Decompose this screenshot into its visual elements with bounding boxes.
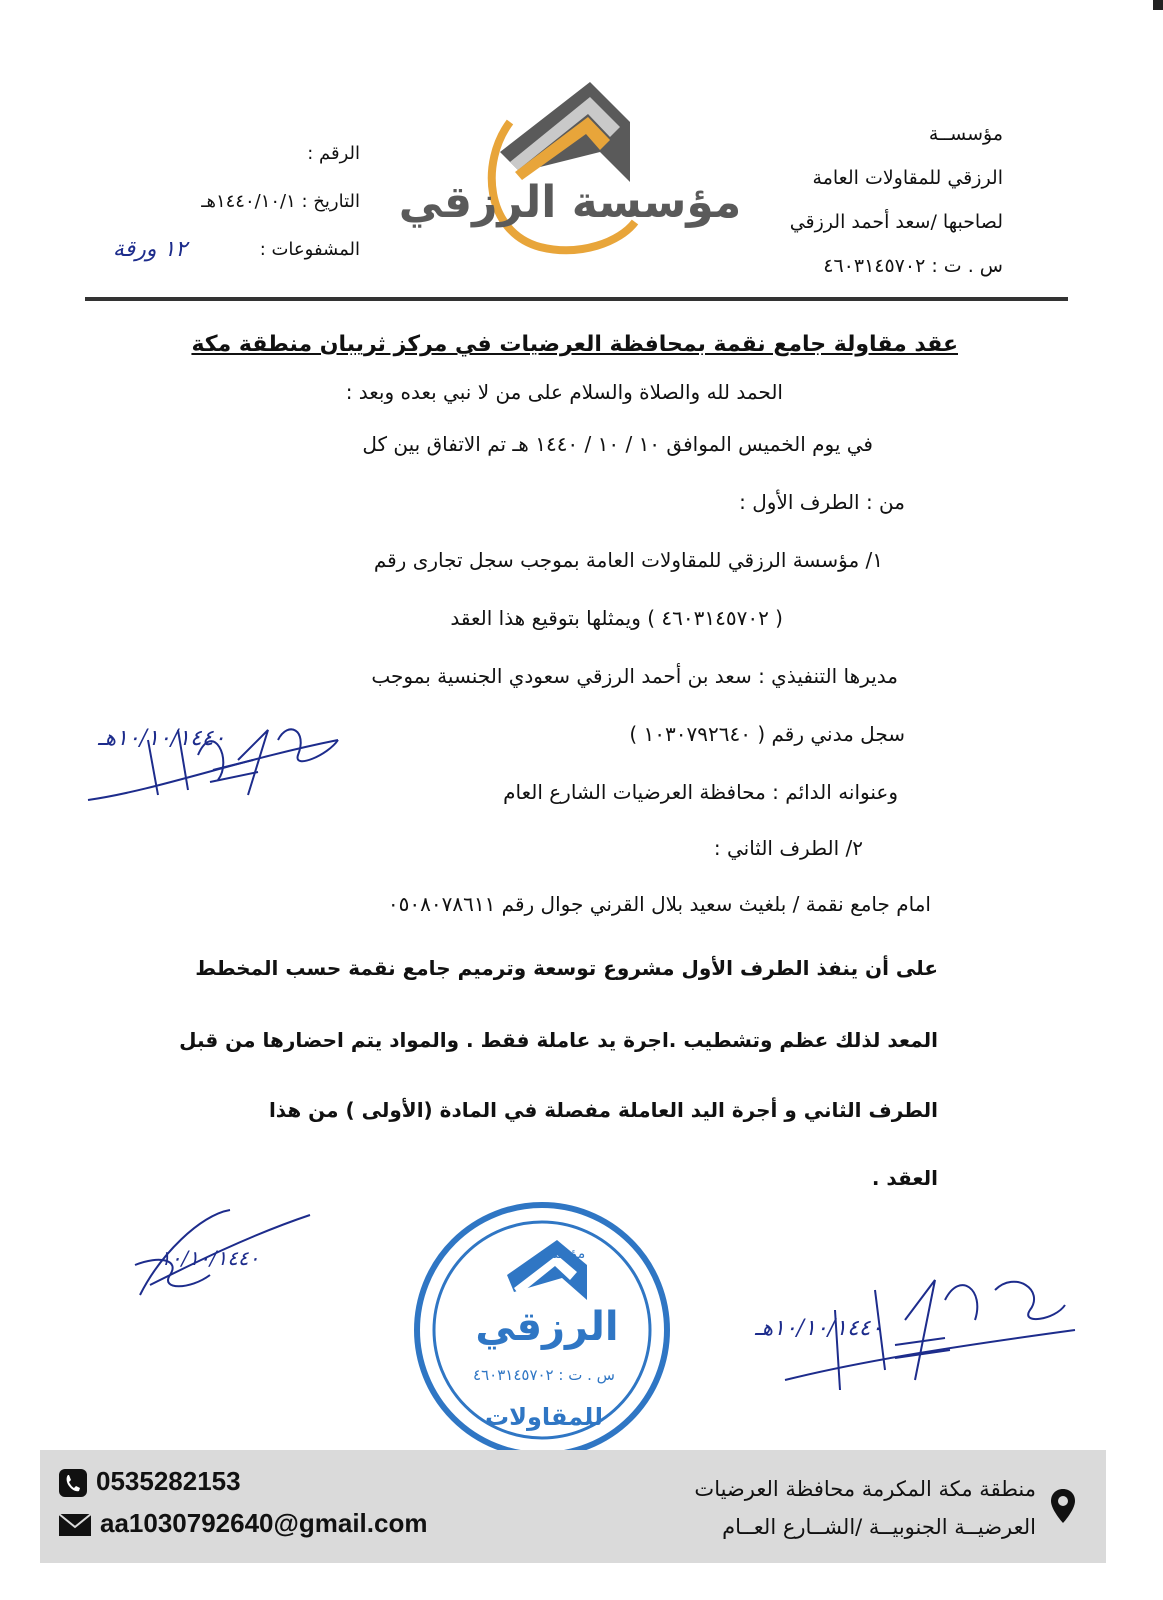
first-party-line5: وعنوانه الدائم : محافظة العرضيات الشارع العام — [503, 780, 898, 804]
scope-line3: الطرف الثاني و أجرة اليد العاملة مفصلة في المادة (الأولى ) من هذا — [268, 1098, 938, 1122]
company-stamp — [412, 1200, 672, 1460]
ref-attachments-label: المشفوعات : — [259, 239, 360, 260]
first-party-heading: من : الطرف الأول : — [739, 490, 905, 514]
attachments-handwriting — [95, 228, 205, 268]
scope-line1: على أن ينفذ الطرف الأول مشروع توسعة وترميم جامع نقمة حسب المخطط — [195, 956, 938, 980]
email-address[interactable]: aa1030792640@gmail.com — [100, 1508, 428, 1538]
footer-phone — [58, 1466, 241, 1498]
address-line-1: منطقة مكة المكرمة محافظة العرضيات — [694, 1477, 1036, 1501]
signature-bottom-left — [120, 1195, 320, 1315]
stamp-bottom-text: للمقاولات — [484, 1403, 604, 1431]
ref-date: التاريخ : ١٤٤٠/١٠/١هـ — [201, 191, 360, 212]
footer-address — [694, 1470, 1036, 1546]
svg-text:١٠/١٠/١٤٤٠هـ: ١٠/١٠/١٤٤٠هـ — [98, 726, 226, 751]
signature-bottom-right — [745, 1250, 1085, 1410]
header-divider — [85, 297, 1068, 301]
org-logo — [398, 62, 742, 262]
first-party-line2: ( ٤٦٠٣١٤٥٧٠٢ ) ويمثلها بتوقيع هذا العقد — [450, 606, 783, 630]
location-pin-icon — [1050, 1488, 1076, 1524]
page-edge — [1153, 0, 1163, 10]
logo-building-icon — [500, 82, 630, 182]
stamp-top-text: مؤسسة — [538, 1246, 586, 1262]
second-party-heading: ٢/ الطرف الثاني : — [713, 836, 863, 860]
address-line-2: العرضيــة الجنوبيــة /الشــارع العــام — [722, 1515, 1036, 1539]
ref-number-label: الرقم : — [307, 143, 360, 164]
envelope-icon — [58, 1513, 92, 1537]
footer-bar — [40, 1450, 1106, 1563]
phone-number[interactable]: 0535282153 — [96, 1466, 241, 1496]
svg-text:١٠/١٠/١٤٤٠: ١٠/١٠/١٤٤٠ — [160, 1246, 260, 1270]
scope-line2: المعد لذلك عظم وتشطيب .اجرة يد عاملة فقط . والمواد يتم احضارها من قبل — [179, 1028, 938, 1052]
first-party-line4: سجل مدني رقم ( ١٠٣٠٧٩٢٦٤٠ ) — [629, 722, 905, 746]
org-line: لصاحبها /سعد أحمد الرزقي — [789, 211, 1003, 233]
first-party-line1: ١/ مؤسسة الرزقي للمقاولات العامة بموجب سجل تجارى رقم — [373, 548, 883, 572]
svg-text:١٠/١٠/١٤٤٠هـ: ١٠/١٠/١٤٤٠هـ — [755, 1316, 883, 1341]
scope-line4: العقد . — [871, 1166, 938, 1190]
opening-line: الحمد لله والصلاة والسلام على من لا نبي بعده وبعد : — [345, 380, 783, 404]
agreement-date-line: في يوم الخميس الموافق ١٠ / ١٠ / ١٤٤٠ هـ تم الاتفاق بين كل — [362, 432, 873, 456]
svg-text:١٢ ورقة: ١٢ ورقة — [112, 237, 188, 262]
phone-icon — [58, 1468, 88, 1498]
stamp-cr: س . ت : ٤٦٠٣١٤٥٧٠٢ — [473, 1366, 615, 1384]
org-line: س . ت : ٤٦٠٣١٤٥٧٠٢ — [823, 255, 1003, 277]
signature-middle — [38, 700, 378, 820]
stamp-name: الرزقي — [475, 1304, 619, 1350]
logo-text: مؤسسة الرزقي — [398, 177, 742, 228]
first-party-line3: مديرها التنفيذي : سعد بن أحمد الرزقي سعودي الجنسية بموجب — [371, 664, 898, 688]
second-party-line: امام جامع نقمة / بلغيث سعيد بلال القرني جوال رقم ٠٥٠٨٠٧٨٦١١ — [387, 892, 931, 916]
org-line: الرزقي للمقاولات العامة — [812, 167, 1003, 189]
contract-title: عقد مقاولة جامع نقمة بمحافظة العرضيات في مركز ثريبان منطقة مكة — [191, 332, 958, 357]
org-line: مؤسســة — [928, 123, 1003, 145]
footer-email — [58, 1508, 427, 1539]
